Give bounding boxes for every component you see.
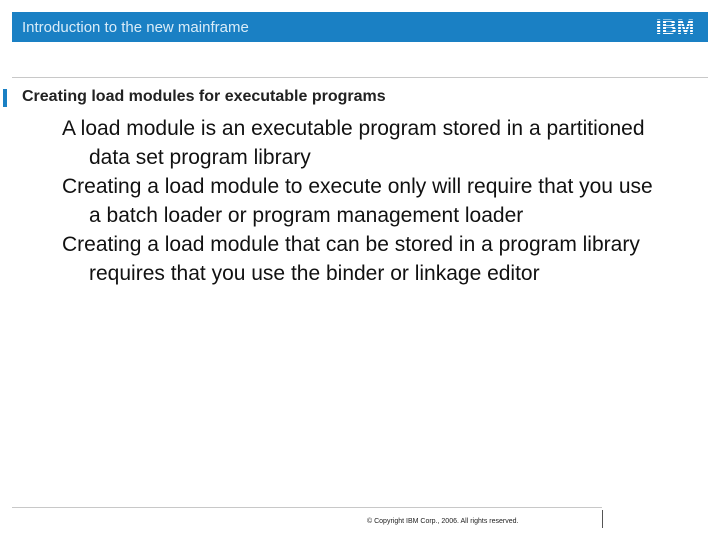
header-divider xyxy=(12,77,708,78)
footer-divider xyxy=(12,507,602,508)
slide-title: Creating load modules for executable programs xyxy=(22,88,386,105)
presentation-title: Introduction to the new mainframe xyxy=(22,19,249,36)
header-bar xyxy=(12,12,708,42)
bullet-item: Creating a load module that can be stored in a program library requires that you use the binder or linkage editor xyxy=(62,233,640,285)
copyright-notice: © Copyright IBM Corp., 2006. All rights reserved. xyxy=(367,518,519,525)
bullet-item: A load module is an executable program stored in a partitioned data set program library xyxy=(62,117,645,169)
footer-tick xyxy=(602,510,603,528)
title-accent-bar xyxy=(3,89,7,107)
bullet-item: Creating a load module to execute only will require that you use a batch loader or program management loader xyxy=(62,175,653,227)
bullet-list xyxy=(62,114,662,288)
ibm-logo xyxy=(652,15,698,37)
ibm-logo-text: IBM xyxy=(655,16,695,37)
